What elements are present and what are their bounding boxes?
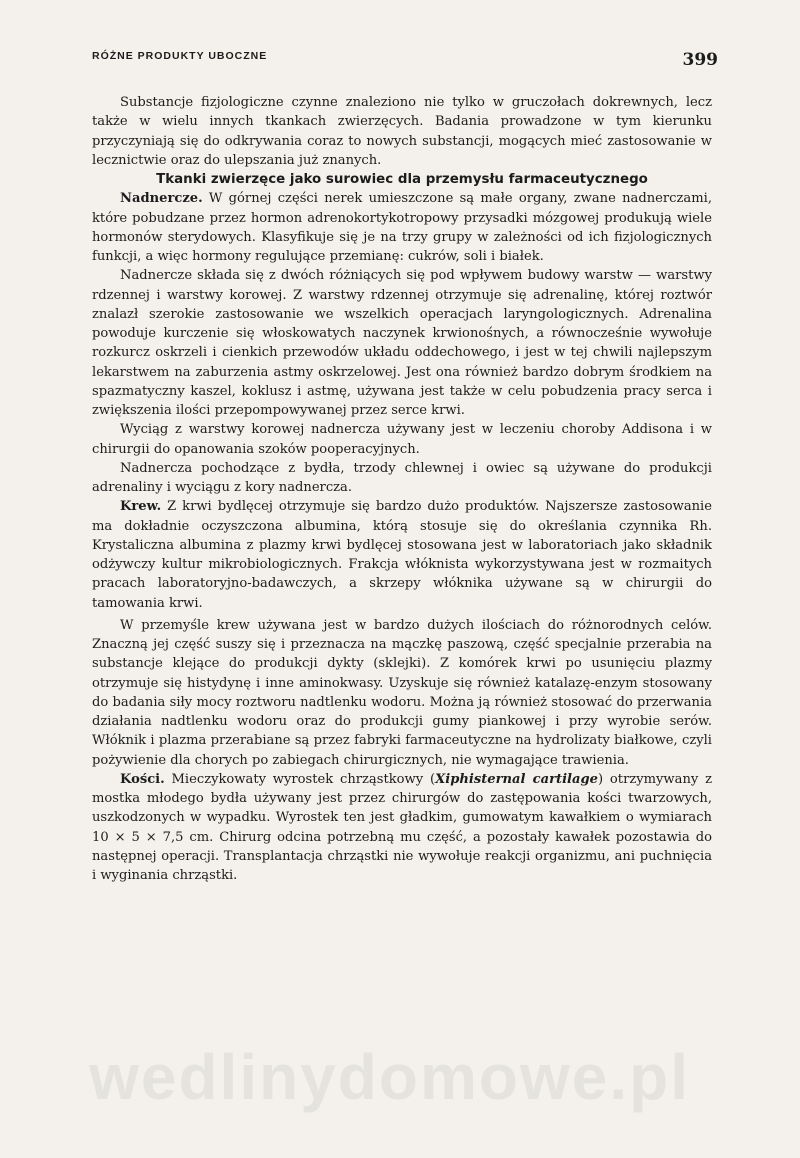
- kosci-text-a: Mieczykowaty wyrostek chrząstkowy (: [164, 771, 436, 787]
- section-title: Tkanki zwierzęce jako surowiec dla przemysłu farmaceutycznego: [156, 172, 648, 187]
- watermark: wedlinydomowe.pl: [89, 1041, 690, 1113]
- nadnercze-heading: Nadnercze.: [120, 191, 203, 207]
- krew-heading: Krew.: [120, 499, 162, 515]
- nadnercze-paragraph-1: [92, 189, 712, 266]
- intro-paragraph: Substancje fizjologiczne czynne znaleziono nie tylko w gruczołach dokrewnych, lecz także w wielu innych tkankach zwierzęcych. Badania prowadzone w tym kierunku przyczyniają się do odkrywania coraz to nowych substancji, mogących mieć zastosowanie w lecznictwie oraz do ulepszania już znanych.: [92, 95, 712, 168]
- kosci-text-b: ) otrzymywany z mostka młodego bydła używany jest przez chirurgów do zastępowania kości twarzowych, uszkodzonych w wypadku. Wyrostek ten jest gładkim, gumowatym kawałkiem o wymiarach 10 × 5 × 7,5 cm. Chirurg odcina potrzebną mu część, a pozostały kawałek pozostawia do następnej operacji. Transplantacja chrząstki nie wywołuje reakcji organizmu, ani puchnięcia i wyginania chrząstki.: [92, 771, 712, 883]
- nadnercze-paragraph-4: Nadnercza pochodzące z bydła, trzody chlewnej i owiec są używane do produkcji adrenaliny i wyciągu z kory nadnercza.: [92, 460, 712, 495]
- page-number: 399: [682, 50, 718, 70]
- nadnercze-text-1: W górnej części nerek umieszczone są małe organy, zwane nadnerczami, które pobudzane przez hormon adrenokortykotropowy przysadki mózgowej produkują wiele hormonów sterydowych. Klasyfikuje się je na trzy grupy w zależności od ich fizjologicznych funkcji, a więc hormony regulujące przemianę: cukrów, soli i białek.: [92, 191, 712, 264]
- running-header: RÓŻNE PRODUKTY UBOCZNE: [92, 50, 268, 62]
- krew-paragraph-1: [92, 497, 712, 613]
- krew-paragraph-2: W przemyśle krew używana jest w bardzo dużych ilościach do różnorodnych celów. Znaczną jej część suszy się i przeznacza na mączkę paszową, część specjalnie przerabia na substancje klejące do produkcji dykty (sklejki). Z komórek krwi po usunięciu plazmy otrzymuje się histydynę i inne aminokwasy. Uzyskuje się również katalazę-enzym stosowany do badania siły mocy roztworu nadtlenku wodoru. Można ją również stosować do przerwania działania nadtlenku wodoru oraz do produkcji gumy piankowej i przy wyrobie serów. Włóknik i plazma przerabiane są przez fabryki farmaceutyczne na hydrolizaty białkowe, czyli pożywienie dla chorych po zabiegach chirurgicznych, nie wymagające trawienia.: [92, 617, 712, 768]
- nadnercze-paragraph-2: Nadnercze składa się z dwóch różniących się pod wpływem budowy warstw — warstwy rdzennej i warstwy korowej. Z warstwy rdzennej otrzymuje się adrenalinę, której roztwór znalazł szerokie zastosowanie we wszelkich operacjach laryngologicznych. Adrenalina powoduje kurczenie się włoskowatych naczynek krwionośnych, a równocześnie wywołuje rozkurcz oskrzeli i cienkich przewodów układu oddechowego, i jest w tej chwili najlepszym lekarstwem na zaburzenia astmy oskrzelowej. Jest ona również bardzo dobrym środkiem na spazmatyczny kaszel, koklusz i astmę, używana jest także w celu pobudzenia pracy serca i zwiększenia ilości przepompowywanej przez serce krwi.: [92, 268, 712, 418]
- kosci-latin-term: Xiphisternal cartilage: [435, 771, 598, 787]
- kosci-paragraph: [92, 770, 712, 886]
- nadnercze-paragraph-3: Wyciąg z warstwy korowej nadnercza używany jest w leczeniu choroby Addisona i w chirurgii do opanowania szoków pooperacyjnych.: [92, 422, 712, 457]
- kosci-heading: Kości.: [120, 771, 165, 787]
- krew-text-1: Z krwi bydlęcej otrzymuje się bardzo dużo produktów. Najszersze zastosowanie ma dokładnie oczyszczona albumina, którą stosuje się do określania czynnika Rh. Krystaliczna albumina z plazmy krwi bydlęcej stosowana jest w laboratoriach jako składnik odżywczy kultur mikrobiologicznych. Frakcja włóknista wykorzystywana jest w rozmaitych pracach laboratoryjno-badawczych, a skrzepy włóknika używane są w chirurgii do tamowania krwi.: [92, 499, 712, 611]
- page-body: [92, 93, 712, 885]
